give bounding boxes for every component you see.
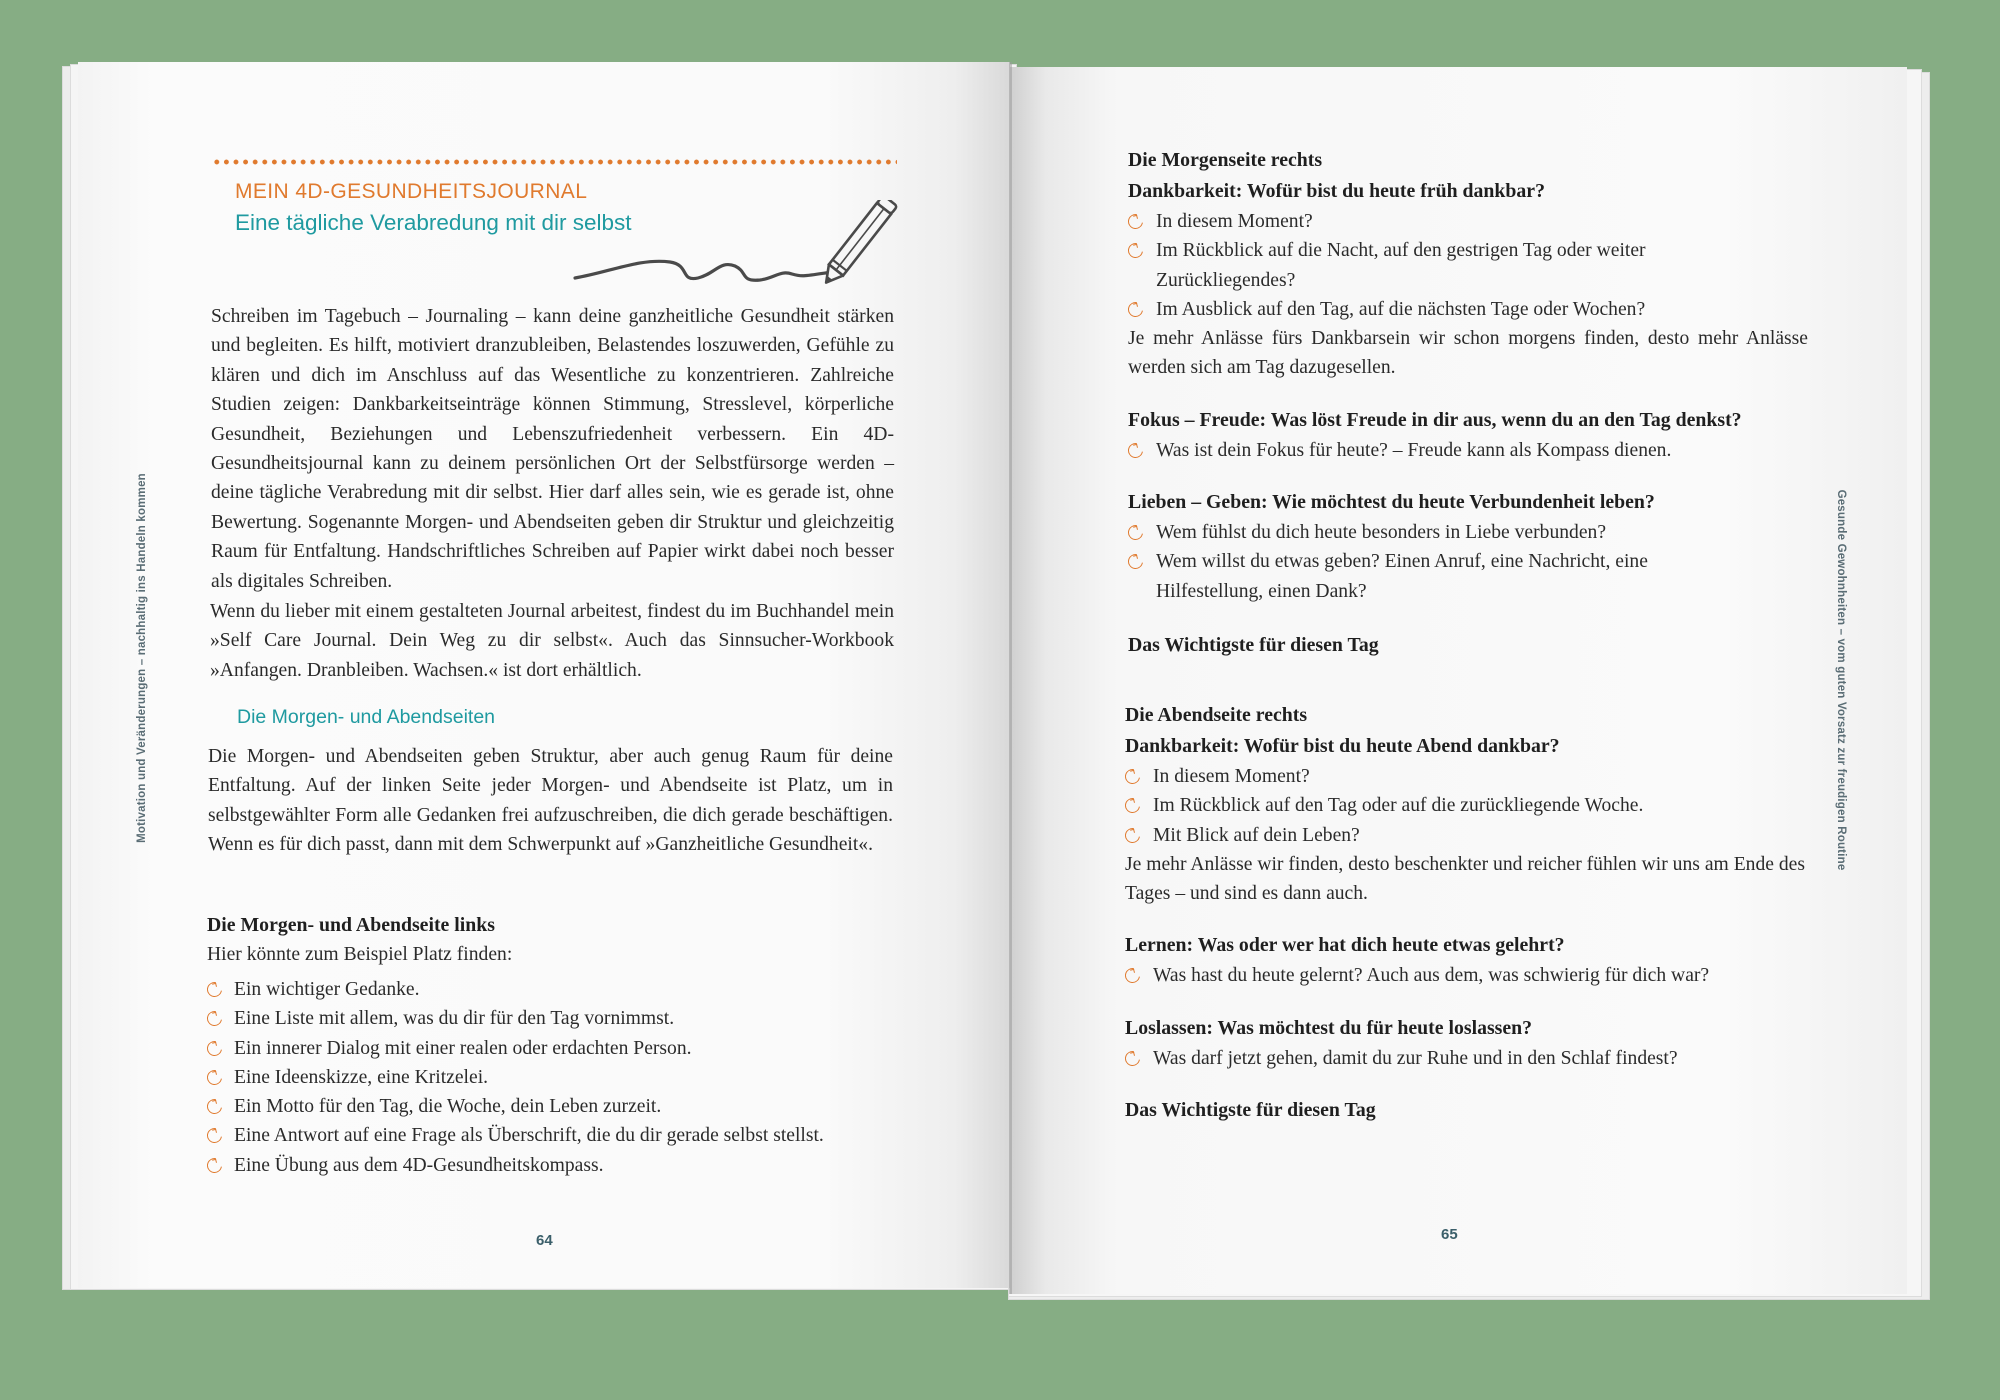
morning-gratitude-list: [1128, 207, 1808, 324]
circle-bullet-icon: [204, 1008, 225, 1029]
running-head-right: Gesunde Gewohnheiten – vom guten Vorsatz zur freudigen Routine: [1835, 489, 1847, 871]
evening-gratitude-note: Je mehr Anlässe wir finden, desto beschenkter und reicher fühlen wir uns am Ende des Tages – und sind es dann auch.: [1125, 853, 1805, 905]
section-paragraph: Die Morgen- und Abendseiten geben Struktur, aber auch genug Raum für deine Entfaltung. Auf der linken Seite jeder Morgen- und Abendseite ist Platz, um in selbstgewählter Form alle Gedanken frei aufzuschreiben, die dich gerade beschäftigen. Wenn es für dich passt, dann mit dem Schwerpunkt auf »Ganzheitliche Gesundheit«.: [208, 746, 893, 856]
circle-bullet-icon: [204, 1038, 225, 1059]
list-item: Eine Ideenskizze, eine Kritzelei.: [207, 1063, 907, 1092]
list-item: Wem willst du etwas geben? Einen Anruf, eine Nachricht, eine Hilfestellung, einen Dank?: [1128, 547, 1716, 606]
list-item: Mit Blick auf dein Leben?: [1125, 821, 1805, 850]
dotted-divider: [212, 159, 897, 165]
circle-bullet-icon: [1122, 966, 1143, 987]
morning-title: Die Morgenseite rechts: [1128, 149, 1323, 171]
learn-list: [1125, 961, 1805, 990]
letgo-list: [1125, 1044, 1805, 1073]
love-question: Lieben – Geben: Wie möchtest du heute Verbundenheit leben?: [1128, 491, 1655, 514]
circle-bullet-icon: [204, 1155, 225, 1176]
circle-bullet-icon: [204, 1067, 225, 1088]
morning-gratitude-question: Dankbarkeit: Wofür bist du heute früh dankbar?: [1128, 180, 1545, 202]
list-item: Im Rückblick auf die Nacht, auf den gestrigen Tag oder weiter Zurückliegendes?: [1128, 236, 1696, 295]
list-item: Eine Antwort auf eine Frage als Überschrift, die du dir gerade selbst stellst.: [207, 1121, 907, 1150]
list-item: Was ist dein Fokus für heute? – Freude kann als Kompass dienen.: [1128, 436, 1808, 465]
links-list: [207, 975, 907, 1180]
book-gutter: [1009, 62, 1012, 1294]
circle-bullet-icon: [204, 979, 225, 1000]
circle-bullet-icon: [1125, 211, 1146, 232]
circle-bullet-icon: [1125, 240, 1146, 261]
list-item: Eine Liste mit allem, was du dir für den Tag vornimmst.: [207, 1004, 907, 1033]
circle-bullet-icon: [1125, 522, 1146, 543]
evening-gratitude-question: Dankbarkeit: Wofür bist du heute Abend dankbar?: [1125, 735, 1560, 757]
circle-bullet-icon: [1122, 825, 1143, 846]
circle-bullet-icon: [1125, 440, 1146, 461]
circle-bullet-icon: [204, 1126, 225, 1147]
list-item: Im Ausblick auf den Tag, auf die nächsten Tage oder Wochen?: [1128, 295, 1808, 324]
book-recommendation-paragraph: Wenn du lieber mit einem gestalteten Journal arbeitest, findest du im Buchhandel mein »Self Care Journal. Dein Weg zu dir selbst«. Auch das Sinnsucher-Workbook »Anfangen. Dranbleiben. Wachsen.« ist dort erhältlich.: [210, 601, 894, 681]
links-intro: Hier könnte zum Beispiel Platz finden:: [207, 944, 513, 965]
evening-section: [1125, 700, 1805, 1126]
page-number-right: 65: [1441, 1226, 1458, 1243]
circle-bullet-icon: [1122, 766, 1143, 787]
learn-question: Lernen: Was oder wer hat dich heute etwas gelehrt?: [1125, 934, 1565, 957]
letgo-question: Loslassen: Was möchtest du für heute loslassen?: [1125, 1016, 1533, 1039]
morning-gratitude-note: Je mehr Anlässe fürs Dankbarsein wir schon morgens finden, desto mehr Anlässe werden sich am Tag dazugesellen.: [1128, 328, 1808, 379]
circle-bullet-icon: [1122, 795, 1143, 816]
list-item: In diesem Moment?: [1125, 762, 1805, 791]
list-item: Im Rückblick auf den Tag oder auf die zurückliegende Woche.: [1125, 791, 1805, 820]
chapter-kicker: MEIN 4D-GESUNDHEITSJOURNAL: [235, 180, 588, 203]
list-item: Was darf jetzt gehen, damit du zur Ruhe und in den Schlaf findest?: [1125, 1044, 1805, 1073]
links-heading: Die Morgen- und Abendseite links: [207, 914, 495, 936]
intro-paragraph: Schreiben im Tagebuch – Journaling – kann deine ganzheitliche Gesundheit stärken und begleiten. Es hilft, motiviert dranzubleiben, Belastendes loszuwerden, Gefühle zu klären und dich im Anschluss auf das Wesentliche zu konzentrieren. Zahlreiche Studien zeigen: Dankbarkeitseinträge können Stimmung, Stresslevel, körperliche Gesundheit, Beziehungen und Lebenszufriedenheit verbessern. Ein 4D-Gesundheitsjournal kann zu deinem persönlichen Ort der Selbstfürsorge werden – deine tägliche Verabredung mit dir selbst. Hier darf alles sein, wie es gerade ist, ohne Bewertung. Sogenannte Morgen- und Abendseiten geben dir Struktur und gleichzeitig Raum für Entfaltung. Handschriftliches Schreiben auf Papier wirkt dabei noch besser als digitales Schreiben.: [211, 306, 894, 592]
list-item: Eine Übung aus dem 4D-Gesundheitskompass.: [207, 1151, 907, 1180]
list-item: Ein wichtiger Gedanke.: [207, 975, 907, 1004]
list-item: Ein innerer Dialog mit einer realen oder erdachten Person.: [207, 1034, 907, 1063]
list-item: Wem fühlst du dich heute besonders in Liebe verbunden?: [1128, 518, 1808, 547]
pencil-doodle-icon: [570, 200, 920, 290]
focus-question: Fokus – Freude: Was löst Freude in dir aus, wenn du an den Tag denkst?: [1128, 408, 1742, 431]
morning-section: [1128, 145, 1808, 661]
evening-gratitude-list: [1125, 762, 1805, 850]
running-head-left: Motivation und Veränderungen – nachhaltig ins Handeln kommen: [136, 473, 148, 843]
circle-bullet-icon: [204, 1096, 225, 1117]
evening-important: Das Wichtigste für diesen Tag: [1125, 1099, 1376, 1122]
list-item: Ein Motto für den Tag, die Woche, dein Leben zurzeit.: [207, 1092, 907, 1121]
chapter-subtitle: Eine tägliche Verabredung mit dir selbst: [235, 210, 632, 235]
circle-bullet-icon: [1125, 551, 1146, 572]
page-number-left: 64: [536, 1232, 553, 1249]
morning-important: Das Wichtigste für diesen Tag: [1128, 633, 1379, 656]
love-list: [1128, 518, 1808, 606]
focus-list: [1128, 436, 1808, 465]
circle-bullet-icon: [1122, 1048, 1143, 1069]
section-heading: Die Morgen- und Abendseiten: [237, 706, 496, 728]
list-item: In diesem Moment?: [1128, 207, 1808, 236]
circle-bullet-icon: [1125, 299, 1146, 320]
list-item: Was hast du heute gelernt? Auch aus dem, was schwierig für dich war?: [1125, 961, 1805, 990]
evening-title: Die Abendseite rechts: [1125, 704, 1308, 726]
